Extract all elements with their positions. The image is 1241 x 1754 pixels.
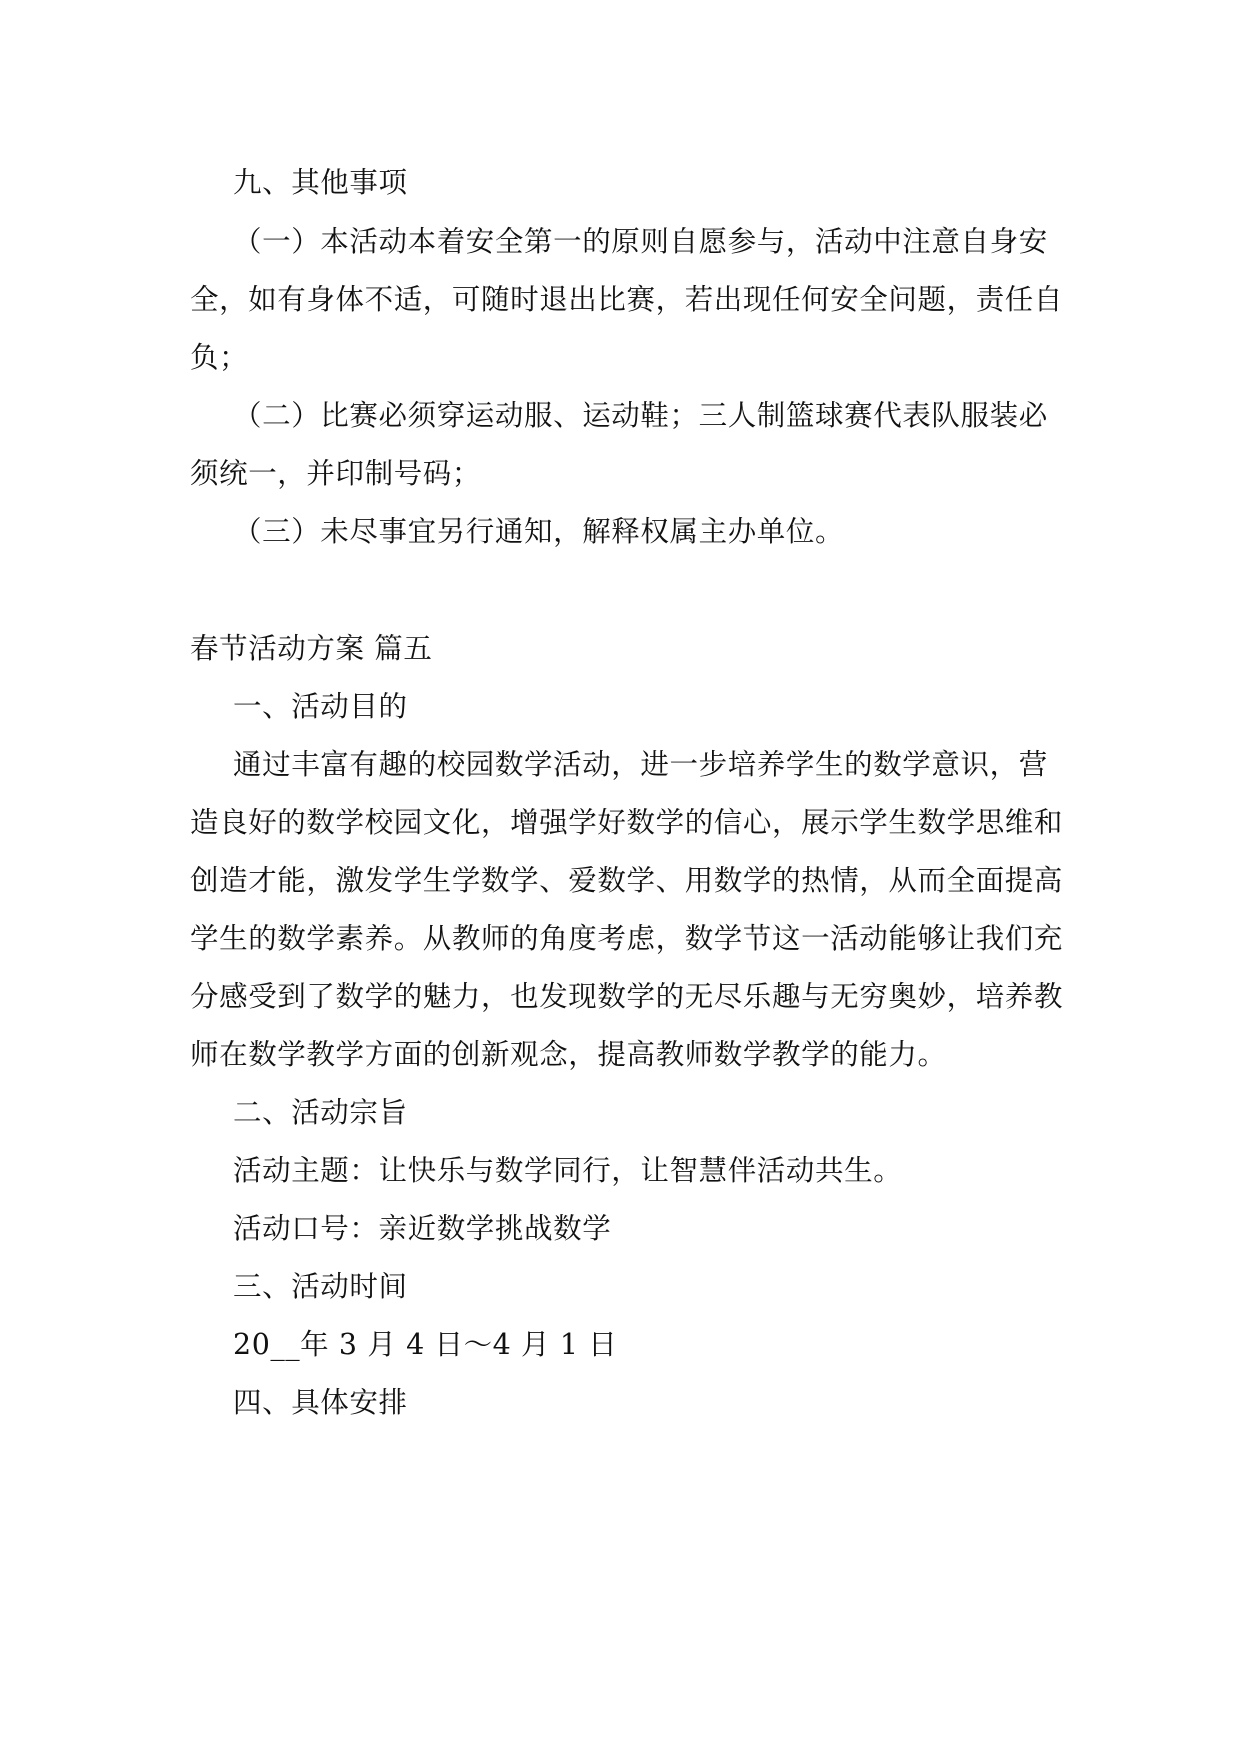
activity-slogan: 活动口号：亲近数学挑战数学 bbox=[233, 1212, 612, 1245]
paragraph-3-line-1: （三）未尽事宜另行通知，解释权属主办单位。 bbox=[233, 515, 845, 548]
paragraph-1-line-1: （一）本活动本着安全第一的原则自愿参与，活动中注意自身安 bbox=[233, 225, 1048, 258]
section-title: 春节活动方案 篇五 bbox=[190, 632, 433, 665]
purpose-line-4: 学生的数学素养。从教师的角度考虑，数学节这一活动能够让我们充 bbox=[190, 922, 1064, 955]
heading-activity-purpose: 一、活动目的 bbox=[233, 690, 408, 723]
purpose-line-1: 通过丰富有趣的校园数学活动，进一步培养学生的数学意识，营 bbox=[233, 748, 1048, 781]
purpose-line-3: 创造才能，激发学生学数学、爱数学、用数学的热情，从而全面提高 bbox=[190, 864, 1064, 897]
activity-theme: 活动主题：让快乐与数学同行，让智慧伴活动共生。 bbox=[233, 1154, 903, 1187]
purpose-line-6: 师在数学教学方面的创新观念，提高教师数学教学的能力。 bbox=[190, 1038, 947, 1071]
paragraph-2-line-2: 须统一，并印制号码； bbox=[190, 457, 482, 490]
activity-time-range: 20__年 3 月 4 日～4 月 1 日 bbox=[233, 1328, 618, 1361]
paragraph-1-line-2: 全，如有身体不适，可随时退出比赛，若出现任何安全问题，责任自 bbox=[190, 283, 1064, 316]
heading-activity-aim: 二、活动宗旨 bbox=[233, 1096, 408, 1129]
heading-other-matters: 九、其他事项 bbox=[233, 166, 408, 199]
paragraph-2-line-1: （二）比赛必须穿运动服、运动鞋；三人制篮球赛代表队服装必 bbox=[233, 399, 1048, 432]
heading-specific-arrangements: 四、具体安排 bbox=[233, 1386, 408, 1419]
purpose-line-2: 造良好的数学校园文化，增强学好数学的信心，展示学生数学思维和 bbox=[190, 806, 1064, 839]
heading-activity-time: 三、活动时间 bbox=[233, 1270, 408, 1303]
paragraph-1-line-3: 负； bbox=[190, 341, 249, 374]
purpose-line-5: 分感受到了数学的魅力，也发现数学的无尽乐趣与无穷奥妙，培养教 bbox=[190, 980, 1064, 1013]
